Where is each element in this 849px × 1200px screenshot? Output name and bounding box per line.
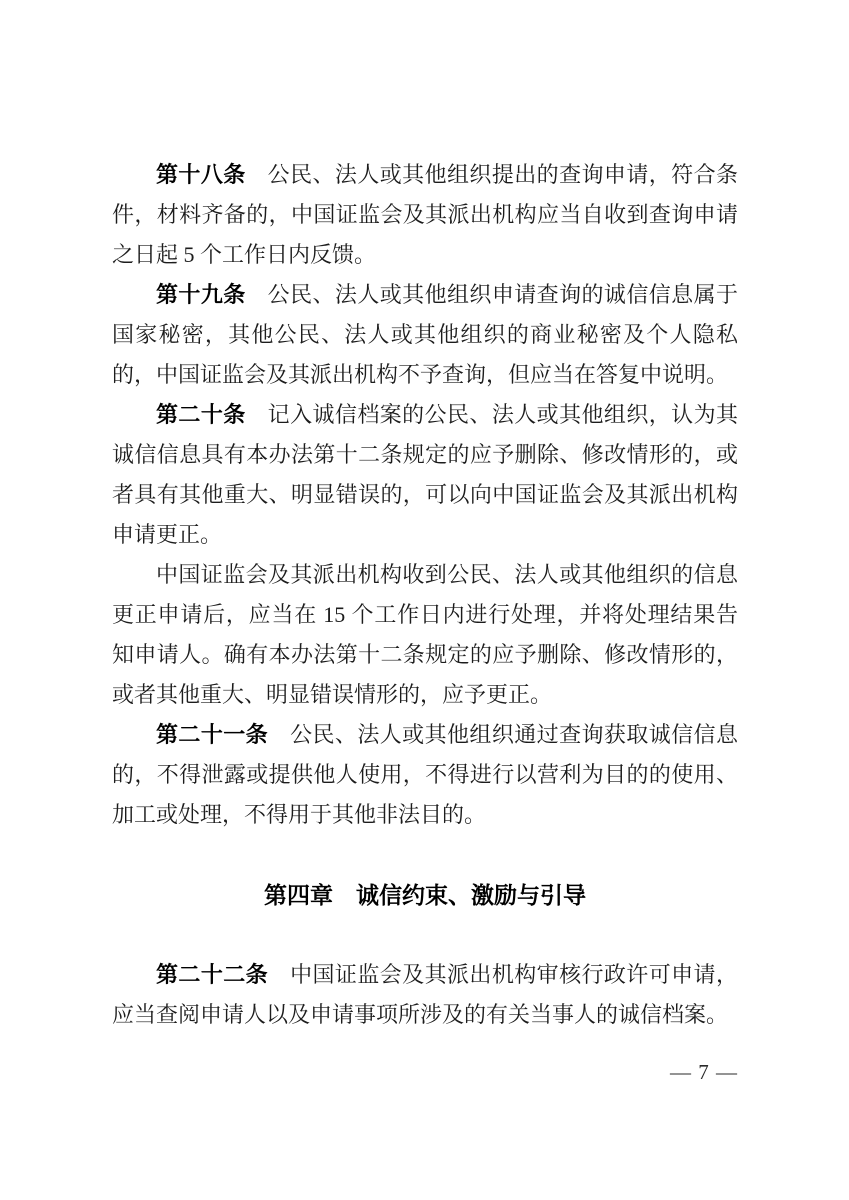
article-number: 第二十一条: [156, 722, 269, 747]
paragraph-text: 中国证监会及其派出机构审核行政许可申请，应当查阅申请人以及申请事项所涉及的有关当事人的诚信档案。: [112, 962, 738, 1027]
paragraph-article-20-clause-2: [112, 555, 738, 715]
page-number: — 7 —: [670, 1060, 738, 1084]
article-number: 第十九条: [156, 282, 246, 307]
paragraph-text: 中国证监会及其派出机构收到公民、法人或其他组织的信息更正申请后，应当在 15 个工作日内进行处理，并将处理结果告知申请人。确有本办法第十二条规定的应予删除、修改情形的，或者其他重大、明显错误情形的，应予更正。: [112, 562, 738, 707]
article-number: 第二十二条: [156, 962, 269, 987]
paragraph-text: 公民、法人或其他组织提出的查询申请，符合条件，材料齐备的，中国证监会及其派出机构应当自收到查询申请之日起 5 个工作日内反馈。: [112, 162, 738, 267]
chapter-heading: 第四章 诚信约束、激励与引导: [264, 882, 586, 908]
article-number: 第十八条: [156, 162, 246, 187]
paragraph-article-19: [112, 275, 738, 395]
paragraph-article-22: [112, 955, 738, 1035]
paragraph-article-18: [112, 155, 738, 275]
document-body: [112, 155, 738, 1035]
paragraph-article-20: [112, 395, 738, 555]
paragraph-text: 公民、法人或其他组织申请查询的诚信信息属于国家秘密，其他公民、法人或其他组织的商业秘密及个人隐私的，中国证监会及其派出机构不予查询，但应当在答复中说明。: [112, 282, 738, 387]
article-number: 第二十条: [156, 402, 246, 427]
paragraph-article-21: [112, 715, 738, 835]
paragraph-text: 公民、法人或其他组织通过查询获取诚信信息的，不得泄露或提供他人使用，不得进行以营利为目的的使用、加工或处理，不得用于其他非法目的。: [112, 722, 738, 827]
paragraph-text: 记入诚信档案的公民、法人或其他组织，认为其诚信信息具有本办法第十二条规定的应予删除、修改情形的，或者具有其他重大、明显错误的，可以向中国证监会及其派出机构申请更正。: [112, 402, 738, 547]
